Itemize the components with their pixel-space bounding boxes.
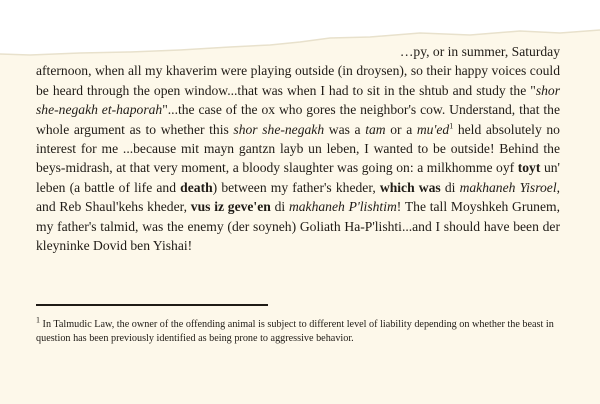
text-run: un' leben (a battle of life and (36, 160, 560, 195)
bold-term: toyt (517, 160, 541, 176)
italic-term: makhaneh Yisroel (459, 179, 557, 195)
text-run: di (440, 179, 460, 195)
text-run: ! The tall Moyshkeh Grunem, my father's talmid, was the enemy (der soyneh) Goliath Ha-P'lishti...and I should have been der kleyninke Dovid ben Yishai! (36, 199, 560, 254)
italic-term: makhaneh P'lishtim (288, 199, 397, 215)
italic-term: shor she-negakh et-haporah (36, 82, 560, 118)
text-run: held absolutely no interest for me ...because mit mayn gantzn layb un leben, I wanted to be outside! Behind the beys-midrash, at that very moment, a bloody slaughter was going on: a milkhomme oyf (36, 121, 560, 176)
footnote-reference[interactable]: 1 (449, 121, 454, 131)
text-run: ) between my father's kheder, (212, 179, 380, 195)
footnote-separator (36, 304, 268, 306)
italic-term: tam (365, 121, 386, 137)
footnote-text: In Talmudic Law, the owner of the offending animal is subject to different level of liability depending on whether the beast in question has been previously identified as being prone to aggressive behavior. (36, 319, 554, 344)
italic-term: shor she-negakh (233, 121, 325, 137)
italic-term: mu'ed (416, 121, 450, 137)
main-text-block (36, 42, 560, 255)
footnote-marker: 1 (36, 315, 40, 325)
bold-term: vus iz geve'en (190, 199, 271, 215)
first-line-fragment: …py, or in summer, Saturday (399, 44, 560, 59)
bold-term: death (180, 179, 213, 195)
bold-term: which was (379, 179, 441, 195)
text-run: "...the case of the ox who gores the neighbor's cow. Understand, that the whole argument as to whether this (36, 102, 560, 137)
footnote (36, 315, 554, 345)
text-run: or a (385, 121, 417, 137)
text-run: was a (324, 121, 366, 137)
text-run: di (270, 199, 289, 215)
body-paragraph (36, 42, 560, 255)
text-run: afternoon, when all my khaverim were playing outside (in droysen), so their happy voices could be heard through the open window...that was when I had to sit in the shtub and study the " (36, 63, 560, 98)
text-run: , and Reb Shaul'kehs kheder, (36, 179, 560, 215)
